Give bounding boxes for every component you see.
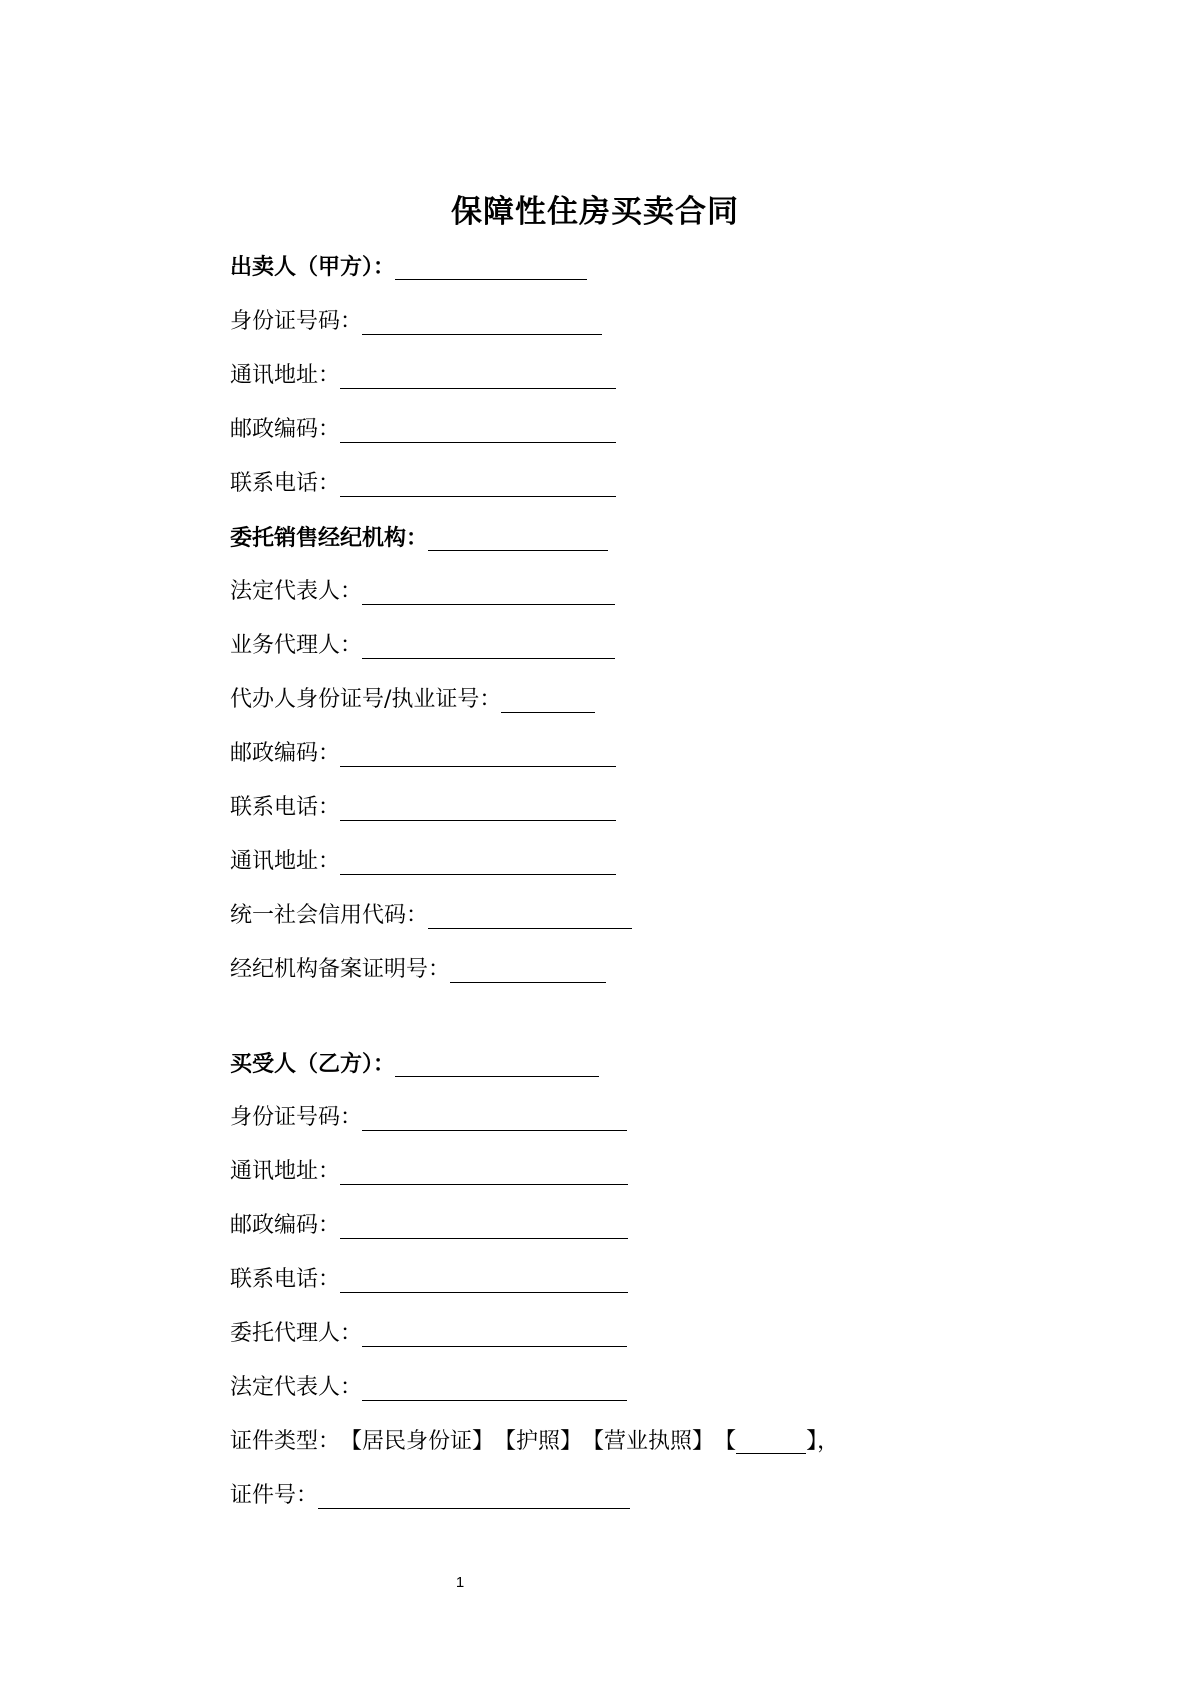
agency-legal-rep-blank[interactable] — [362, 578, 615, 605]
buyer-entrusted-agent-blank[interactable] — [362, 1320, 627, 1347]
agency-postal-row — [230, 737, 616, 771]
buyer-cert-type-row — [230, 1425, 839, 1459]
cert-option-business-license[interactable]: 【营业执照】 — [582, 1429, 715, 1454]
agency-agent-id-blank[interactable] — [501, 686, 595, 713]
seller-name-row — [230, 250, 587, 284]
buyer-id-row — [230, 1101, 627, 1135]
cert-type-options — [340, 1425, 839, 1459]
seller-address-label: 通讯地址： — [230, 363, 341, 388]
buyer-name-blank[interactable] — [395, 1050, 599, 1077]
agency-record-no-label: 经纪机构备案证明号： — [230, 957, 451, 982]
seller-phone-row — [230, 467, 616, 501]
agency-postal-label: 邮政编码： — [230, 741, 341, 766]
buyer-cert-no-blank[interactable] — [318, 1482, 630, 1509]
agency-row — [230, 521, 608, 555]
page-title: 保障性住房买卖合同 — [451, 194, 739, 230]
cert-other-open-bracket: 【 — [714, 1429, 737, 1454]
seller-name-blank[interactable] — [395, 253, 587, 280]
seller-phone-blank[interactable] — [340, 470, 616, 497]
seller-postal-blank[interactable] — [340, 416, 616, 443]
buyer-name-row — [230, 1047, 599, 1081]
buyer-address-label: 通讯地址： — [230, 1159, 341, 1184]
agency-agent-id-row — [230, 683, 595, 717]
buyer-id-blank[interactable] — [362, 1104, 627, 1131]
buyer-heading: 买受人（乙方）： — [230, 1051, 396, 1077]
buyer-phone-blank[interactable] — [340, 1266, 628, 1293]
agency-legal-rep-row — [230, 575, 615, 609]
buyer-postal-label: 邮政编码： — [230, 1213, 341, 1238]
agency-blank[interactable] — [428, 524, 608, 551]
cert-option-other[interactable] — [714, 1425, 839, 1459]
agency-legal-rep-label: 法定代表人： — [230, 579, 363, 604]
seller-postal-label: 邮政编码： — [230, 417, 341, 442]
buyer-phone-label: 联系电话： — [230, 1267, 341, 1292]
agency-postal-blank[interactable] — [340, 740, 616, 767]
seller-id-blank[interactable] — [362, 308, 602, 335]
agency-agent-blank[interactable] — [362, 632, 615, 659]
cert-other-close-bracket: 】， — [806, 1429, 840, 1454]
agency-agent-id-label: 代办人身份证号/执业证号： — [230, 687, 502, 712]
cert-other-blank[interactable] — [736, 1429, 806, 1454]
agency-heading: 委托销售经纪机构： — [230, 525, 429, 551]
buyer-legal-rep-blank[interactable] — [362, 1374, 627, 1401]
cert-option-passport[interactable]: 【护照】 — [494, 1429, 583, 1454]
page-number: 1 — [455, 1574, 465, 1591]
seller-phone-label: 联系电话： — [230, 471, 341, 496]
agency-phone-label: 联系电话： — [230, 795, 341, 820]
buyer-legal-rep-row — [230, 1371, 627, 1405]
agency-record-no-row — [230, 953, 606, 987]
seller-id-row — [230, 305, 602, 339]
buyer-phone-row — [230, 1263, 628, 1297]
buyer-postal-row — [230, 1209, 628, 1243]
seller-postal-row — [230, 413, 616, 447]
buyer-entrusted-agent-label: 委托代理人： — [230, 1321, 363, 1346]
cert-option-id-card[interactable]: 【居民身份证】 — [340, 1429, 495, 1454]
agency-agent-row — [230, 629, 615, 663]
agency-credit-code-label: 统一社会信用代码： — [230, 903, 429, 928]
agency-address-blank[interactable] — [340, 848, 616, 875]
buyer-cert-no-row — [230, 1479, 630, 1513]
seller-address-blank[interactable] — [340, 362, 616, 389]
agency-credit-code-row — [230, 899, 632, 933]
agency-agent-label: 业务代理人： — [230, 633, 363, 658]
seller-address-row — [230, 359, 616, 393]
buyer-address-blank[interactable] — [340, 1158, 628, 1185]
agency-credit-code-blank[interactable] — [428, 902, 632, 929]
buyer-legal-rep-label: 法定代表人： — [230, 1375, 363, 1400]
agency-record-no-blank[interactable] — [450, 956, 606, 983]
buyer-postal-blank[interactable] — [340, 1212, 628, 1239]
buyer-address-row — [230, 1155, 628, 1189]
buyer-id-label: 身份证号码： — [230, 1105, 363, 1130]
agency-address-row — [230, 845, 616, 879]
buyer-entrusted-agent-row — [230, 1317, 627, 1351]
seller-id-label: 身份证号码： — [230, 309, 363, 334]
seller-heading: 出卖人（甲方）： — [230, 254, 396, 280]
agency-phone-row — [230, 791, 616, 825]
buyer-cert-type-label: 证件类型： — [230, 1429, 341, 1454]
agency-phone-blank[interactable] — [340, 794, 616, 821]
agency-address-label: 通讯地址： — [230, 849, 341, 874]
buyer-cert-no-label: 证件号： — [230, 1483, 319, 1508]
